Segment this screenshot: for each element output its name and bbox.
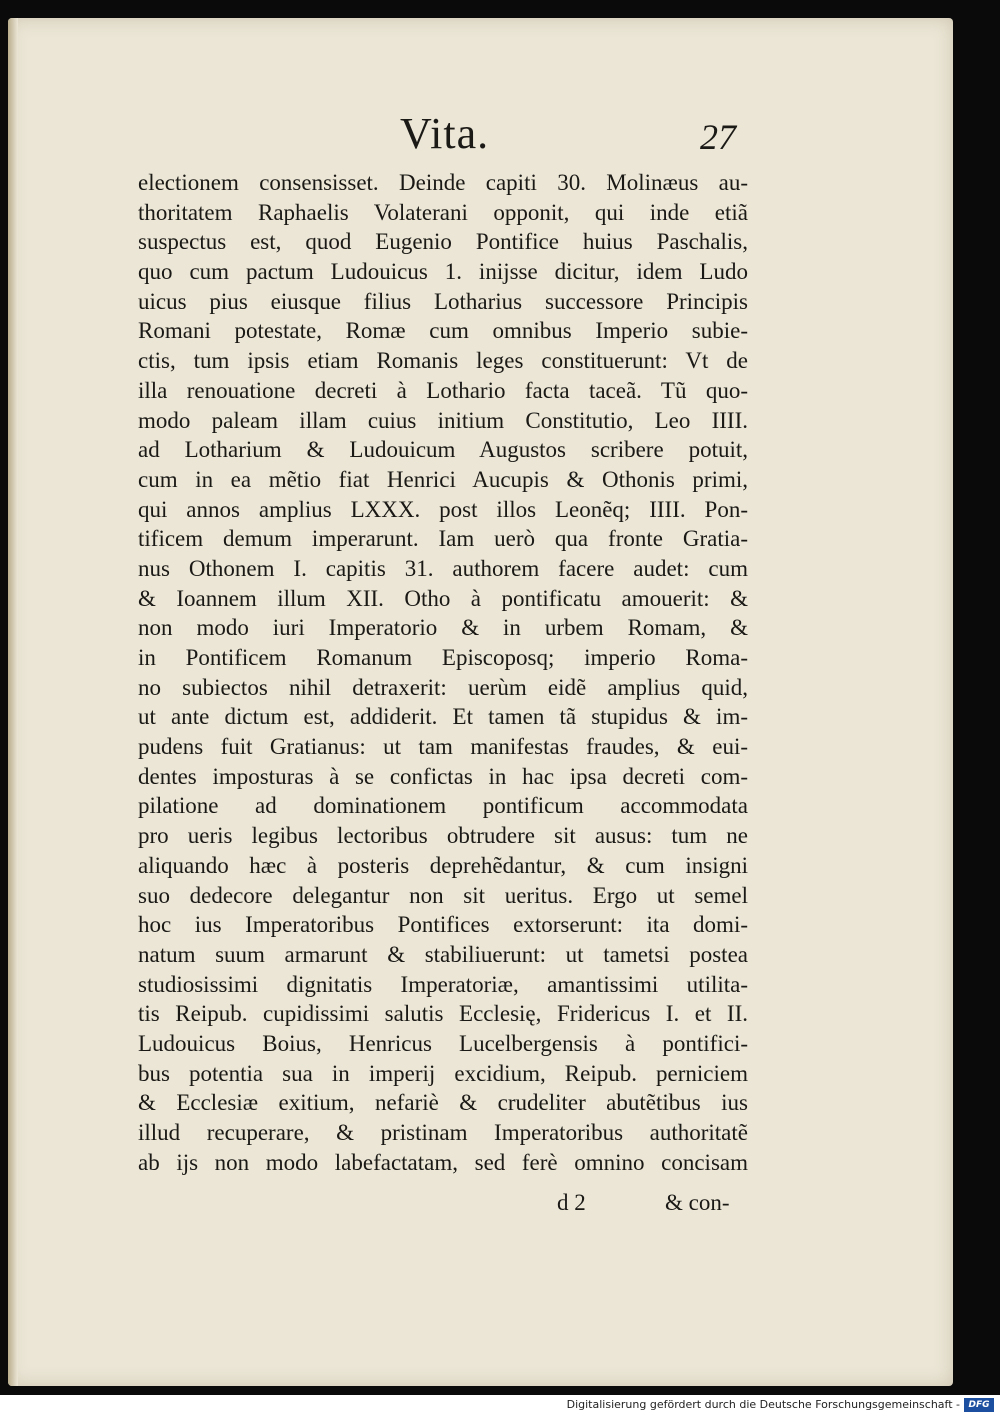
body-text	[138, 168, 748, 1177]
text-line: uicus pius eiusque filius Lotharius successore Principis	[138, 288, 748, 314]
text-line: hoc ius Imperatoribus Pontifices extorserunt: ita domi-	[138, 912, 748, 938]
text-line: ctis, tum ipsis etiam Romanis leges constituerunt: Vt de	[138, 348, 748, 374]
text-line: illa renouatione decreti à Lothario facta taceã. Tũ quo-	[138, 377, 748, 403]
text-line: aliquando hæc à posteris deprehẽdantur, & cum insigni	[138, 852, 748, 878]
text-line: pilatione ad dominationem pontificum accommodata	[138, 793, 748, 819]
text-line: bus potentia sua in imperij excidium, Reipub. perniciem	[138, 1060, 748, 1086]
running-title: Vita.	[400, 109, 490, 158]
text-line: tificem demum imperarunt. Iam uerò qua fronte Gratia-	[138, 526, 748, 552]
text-line: studiosissimi dignitatis Imperatoriæ, amantissimi utilita-	[138, 971, 748, 997]
text-line: ad Lotharium & Ludouicum Augustos scribere potuit,	[138, 437, 748, 463]
text-line: & Ecclesiæ exitium, nefariè & crudeliter abutẽtibus ius	[138, 1090, 748, 1116]
text-line: cum in ea mẽtio fiat Henrici Aucupis & Othonis primi,	[138, 466, 748, 492]
funding-credit: Digitalisierung gefördert durch die Deutsche Forschungsgemeinschaft -	[566, 1398, 960, 1411]
text-line: thoritatem Raphaelis Volaterani opponit, qui inde etiã	[138, 199, 748, 225]
page-number: 27	[700, 117, 736, 157]
catchword: & con-	[665, 1190, 730, 1215]
text-line: modo paleam illam cuius initium Constitutio, Leo IIII.	[138, 407, 748, 433]
text-line: tis Reipub. cupidissimi salutis Ecclesię, Fridericus I. et II.	[138, 1001, 748, 1027]
page-gutter-shadow	[8, 18, 18, 1386]
text-line: ut ante dictum est, addiderit. Et tamen tã stupidus & im-	[138, 704, 748, 730]
text-line: electionem consensisset. Deinde capiti 30. Molinæus au-	[138, 170, 748, 195]
signature-mark: d 2	[557, 1190, 586, 1215]
text-line: pudens fuit Gratianus: ut tam manifestas fraudes, & eui-	[138, 734, 748, 760]
text-line: dentes imposturas à se confictas in hac ipsa decreti com-	[138, 763, 748, 789]
text-line: natum suum armarunt & stabiliuerunt: ut tametsi postea	[138, 941, 748, 967]
text-line: suo dedecore delegantur non sit ueritus. Ergo ut semel	[138, 882, 748, 908]
text-line: Ludouicus Boius, Henricus Lucelbergensis à pontifici-	[138, 1030, 748, 1056]
dfg-logo: DFG	[964, 1398, 994, 1412]
text-line: pro ueris legibus lectoribus obtrudere sit ausus: tum ne	[138, 823, 748, 849]
text-line: nus Othonem I. capitis 31. authorem facere audet: cum	[138, 555, 748, 581]
text-line: in Pontificem Romanum Episcoposq; imperio Roma-	[138, 645, 748, 670]
text-line: Romani potestate, Romæ cum omnibus Imperio subie-	[138, 318, 748, 344]
text-line: qui annos amplius LXXX. post illos Leonẽq; IIII. Pon-	[138, 496, 748, 522]
text-line: ab ijs non modo labefactatam, sed ferè omnino concisam	[138, 1149, 748, 1175]
footer-bar	[0, 1395, 1000, 1417]
text-line: no subiectos nihil detraxerit: uerùm eidẽ amplius quid,	[138, 674, 748, 700]
text-line: quo cum pactum Ludouicus 1. inijsse dicitur, idem Ludo	[138, 259, 748, 285]
text-line: suspectus est, quod Eugenio Pontifice huius Paschalis,	[138, 229, 748, 255]
text-line: non modo iuri Imperatorio & in urbem Romam, &	[138, 615, 748, 641]
text-line: illud recuperare, & pristinam Imperatoribus authoritatẽ	[138, 1120, 748, 1145]
text-line: & Ioannem illum XII. Otho à pontificatu amouerit: &	[138, 585, 748, 611]
